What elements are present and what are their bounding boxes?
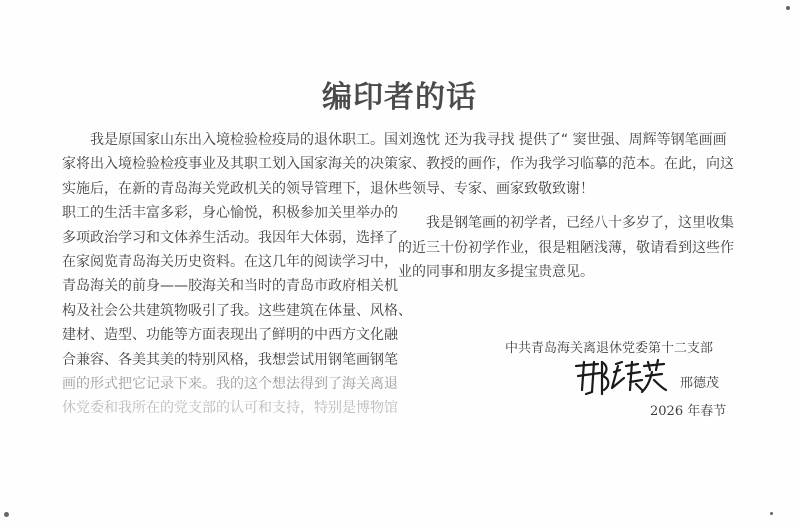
text-line: 刘逸忱 还为我寻找 提供了“ 窦世强、周辉等钢笔画画 [398, 132, 727, 148]
text-line: 画的形式把它记录下来。我的这个想法得到了海关离退 [62, 376, 398, 393]
signer-name: 邢德茂 [680, 376, 720, 391]
text-line: 休党委和我所在的党支部的认可和支持，特别是博物馆 [62, 400, 398, 417]
right-column-text [398, 128, 734, 284]
text-line: 家、教授的画作，作为我学习临摹的范本。在此，向这 [398, 156, 734, 173]
handwritten-signature [572, 356, 668, 396]
scan-speck [786, 6, 790, 10]
scan-speck [770, 512, 773, 515]
organization-name: 中共青岛海关离退休党委第十二支部 [505, 341, 714, 356]
text-line: 些领导、专家、画家致敬致谢！ [398, 180, 594, 197]
text-line: 实施后，在新的青岛海关党政机关的领导管理下，退休 [62, 180, 398, 197]
text-line: 在家阅览青岛海关历史资料。在这几年的阅读学习中， [62, 254, 398, 271]
text-line: 家将出入境检验检疫事业及其职工划入国家海关的决策 [62, 156, 398, 173]
date-text: 2026 年春节 [650, 404, 727, 419]
text-line: 的近三十份初学作业，很是粗陋浅薄，敬请看到这些作 [398, 239, 734, 256]
text-line: 我是钢笔画的初学者，已经八十多岁了，这里收集 [426, 215, 734, 232]
text-line: 职工的生活丰富多彩，身心愉悦，积极参加关里举办的 [62, 205, 398, 222]
text-line: 多项政治学习和文体养生活动。我因年大体弱，选择了 [62, 229, 398, 246]
text-line: 业的同事和朋友多提宝贵意见。 [398, 264, 594, 281]
text-line: 建材、造型、功能等方面表现出了鲜明的中西方文化融 [62, 327, 398, 344]
text-line: 青岛海关的前身——胶海关和当时的青岛市政府相关机 [62, 278, 398, 295]
text-line: 合兼容、各美其美的特别风格，我想尝试用钢笔画钢笔 [62, 351, 398, 368]
left-column-text [62, 128, 412, 421]
page-title: 编印者的话 [322, 80, 477, 115]
scan-speck [4, 512, 9, 517]
text-line: 我是原国家山东出入境检验检疫局的退休职工。国 [90, 132, 398, 148]
text-line: 构及社会公共建筑物吸引了我。这些建筑在体量、风格、 [62, 302, 412, 319]
